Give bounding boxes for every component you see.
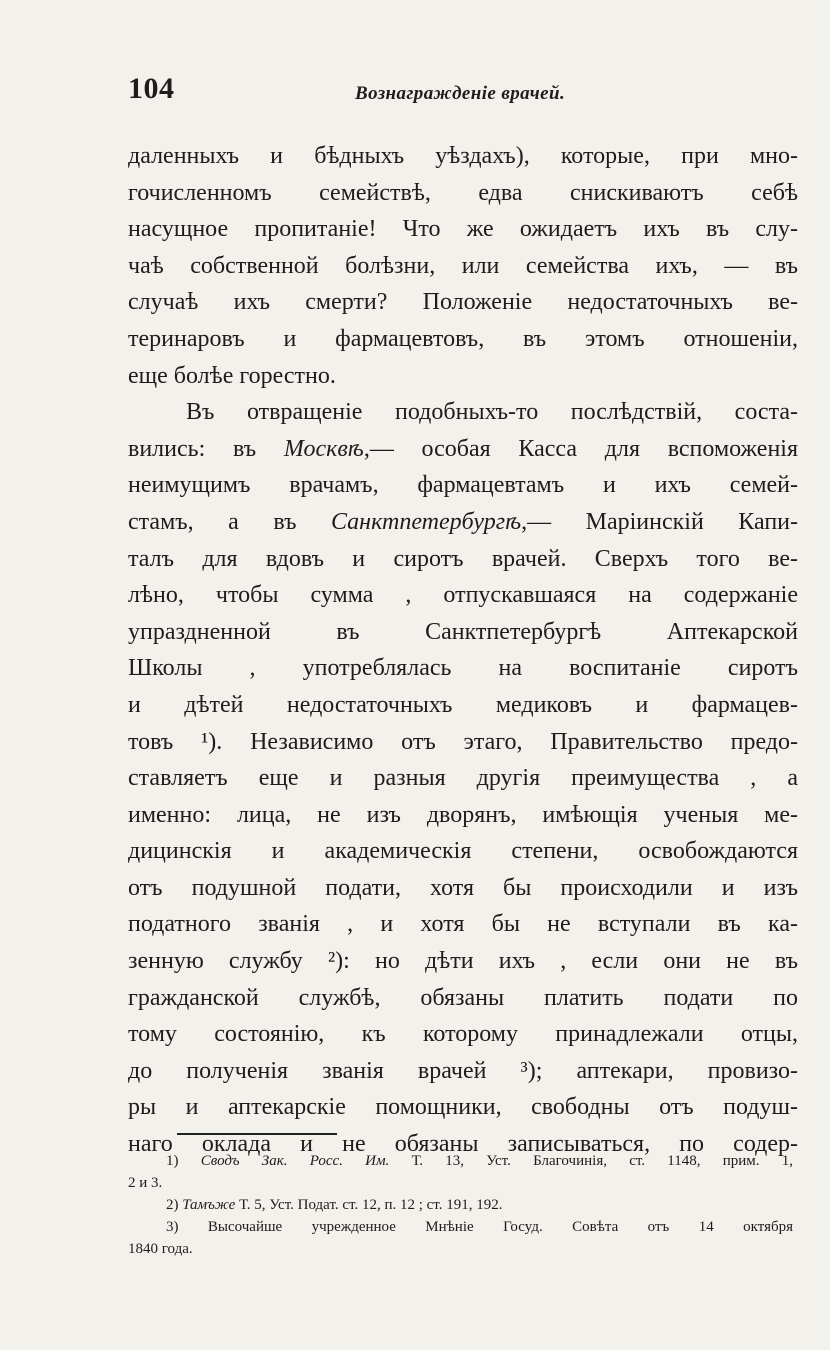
text-line: гражданской службѣ, обязаны платить подати по xyxy=(128,984,798,1011)
text-line: теринаровъ и фармацевтовъ, въ этомъ отношенiи, xyxy=(128,325,798,352)
footnote-1-continuation: 2 и 3. xyxy=(128,1175,163,1191)
text-line: неимущимъ врачамъ, фармацевтамъ и ихъ семей- xyxy=(128,472,798,499)
text-line: податного званiя , и хотя бы не вступали въ ка- xyxy=(128,911,798,938)
footnote-number: 2) xyxy=(166,1197,179,1213)
place-name-st-petersburg: Санктпетербургѣ xyxy=(331,508,522,535)
page-header xyxy=(128,72,628,112)
text-line: талъ для вдовъ и сиротъ врачей. Сверхъ того ве- xyxy=(128,545,798,572)
text-line: отъ подушной подати, хотя бы происходили и изъ xyxy=(128,874,798,901)
text-line: зенную службу ²): но дѣти ихъ , если они не въ xyxy=(128,948,798,975)
text-line: и дѣтей недостаточныхъ медиковъ и фармацев- xyxy=(128,691,798,718)
text-line: еще болѣе горестно. xyxy=(128,362,336,389)
footnote-text: Т. 13, Уст. Благочинія, ст. 1148, прим. 1, xyxy=(411,1153,794,1169)
text-line: случаѣ ихъ смерти? Положенiе недостаточныхъ ве- xyxy=(128,289,798,316)
footnote-source: Сводъ Зак. Росс. Им. xyxy=(200,1153,390,1169)
text-line: чаѣ собственной болѣзни, или семейства ихъ, — въ xyxy=(128,252,798,279)
text-run: ,— Марiинскiй Капи- xyxy=(521,508,798,535)
text-line: тому состоянiю, къ которому принадлежали отцы, xyxy=(128,1021,798,1048)
text-run: ,— особая Касса для вспоможенiя xyxy=(363,435,798,462)
text-line: Школы , употреблялась на воспитанiе сиротъ xyxy=(128,655,798,682)
page-number: 104 xyxy=(128,72,175,105)
text-line xyxy=(128,431,798,468)
footnote-3: 3) Высочайше учрежденное Мнѣніе Госуд. Совѣта отъ 14 октября xyxy=(166,1219,793,1235)
text-line: упраздненной въ Санктпетербургѣ Аптекарской xyxy=(128,618,798,645)
place-name-moscow: Москвѣ xyxy=(283,435,364,462)
footnote-text: Т. 5, Уст. Подат. ст. 12, п. 12 ; ст. 191, 192. xyxy=(239,1197,503,1213)
footnote-3-continuation: 1840 года. xyxy=(128,1241,193,1257)
footnote-2 xyxy=(128,1194,793,1216)
text-line: товъ ¹). Независимо отъ этаго, Правительство предо- xyxy=(128,728,798,755)
footnote-number: 1) xyxy=(166,1153,179,1169)
text-line: дицинскiя и академическiя степени, освобождаются xyxy=(128,838,798,865)
text-line xyxy=(128,504,798,541)
text-line: ры и аптекарскiе помощники, свободны отъ подуш- xyxy=(128,1094,798,1121)
text-line: гочисленномъ семействѣ, едва снискиваютъ себѣ xyxy=(128,179,798,206)
footnote-divider xyxy=(177,1133,337,1135)
footnotes xyxy=(128,1150,793,1260)
text-line: именно: лица, не изъ дворянъ, имѣющiя ученыя ме- xyxy=(128,801,798,828)
text-run: стамъ, а въ xyxy=(128,508,331,535)
running-head: Вознагражденіе врачей. xyxy=(355,83,566,104)
paragraph-start-line: Въ отвращенiе подобныхъ-то послѣдствiй, соста- xyxy=(186,399,798,426)
text-line: до полученiя званiя врачей ³); аптекари, провизо- xyxy=(128,1057,798,1084)
text-line: насущное пропитанiе! Что же ожидаетъ ихъ въ слу- xyxy=(128,216,798,243)
text-line: ставляетъ еще и разныя другiя преимущества , а xyxy=(128,765,798,792)
text-run: вились: въ xyxy=(128,435,284,462)
text-line: лѣно, чтобы сумма , отпускавшаяся на содержанiе xyxy=(128,582,798,609)
text-line: даленныхъ и бѣдныхъ уѣздахъ), которые, при мно- xyxy=(128,143,798,169)
footnote-1 xyxy=(128,1150,793,1172)
main-text xyxy=(128,138,798,1163)
text-line: наго оклада и не обязаны записываться, по содер- xyxy=(128,1131,798,1158)
footnote-source: Тамъже xyxy=(182,1197,236,1213)
